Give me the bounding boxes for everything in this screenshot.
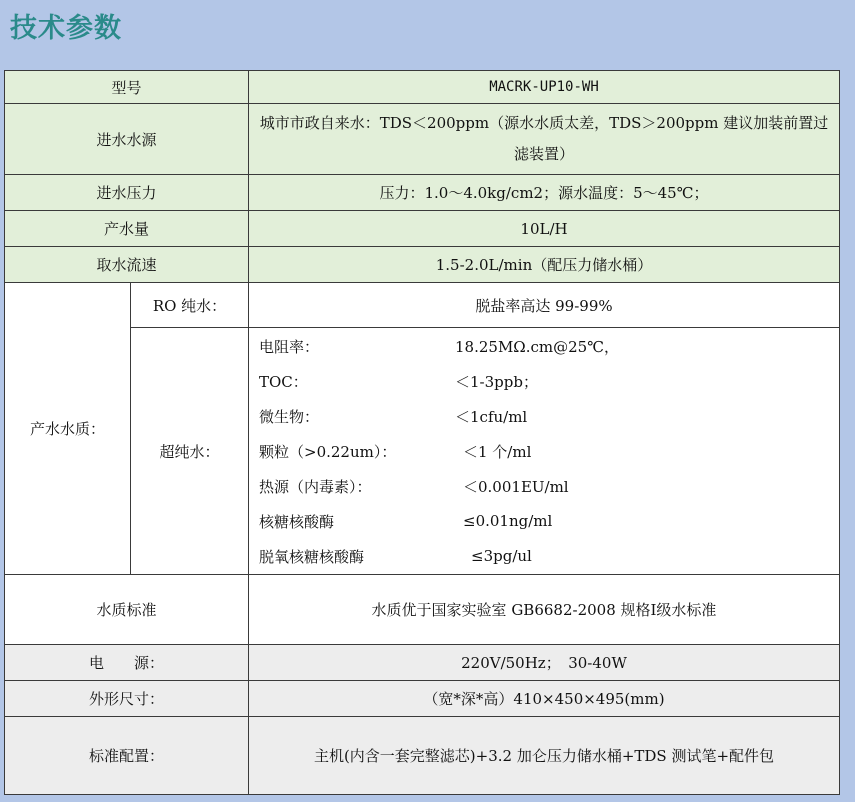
ultra-label: 超纯水： xyxy=(131,328,249,575)
row-power xyxy=(5,645,840,681)
item-value: ≤0.01ng/ml xyxy=(463,512,553,530)
ro-value: 脱盐率高达 99-99% xyxy=(249,283,840,328)
ultra-item-rnase xyxy=(259,504,839,539)
pressure-value: 压力：1.0～4.0kg/cm2；源水温度：5～45℃； xyxy=(249,175,840,211)
size-value: （宽*深*高）410×450×495(mm) xyxy=(249,681,840,717)
ultra-item-resistivity xyxy=(259,329,839,364)
item-key: 电阻率： xyxy=(259,337,320,356)
row-ro xyxy=(5,283,840,328)
item-value: 18.25MΩ.cm@25℃， xyxy=(455,337,619,356)
ultra-item-particle xyxy=(259,434,839,469)
size-label: 外形尺寸： xyxy=(5,681,249,717)
ultra-item-microbe xyxy=(259,399,839,434)
row-ultra xyxy=(5,328,840,575)
config-label: 标准配置： xyxy=(5,717,249,795)
model-label: 型号 xyxy=(5,71,249,104)
power-value: 220V/50Hz； 30-40W xyxy=(249,645,840,681)
standard-label: 水质标准 xyxy=(5,575,249,645)
ro-label: RO 纯水： xyxy=(131,283,249,328)
speed-value: 1.5-2.0L/min（配压力储水桶） xyxy=(249,247,840,283)
row-size xyxy=(5,681,840,717)
item-value: ≤3pg/ul xyxy=(471,547,532,565)
page-title: 技术参数 xyxy=(10,13,122,44)
item-key: 微生物： xyxy=(259,407,320,426)
ultra-list xyxy=(249,328,840,575)
row-model xyxy=(5,71,840,104)
ultra-item-endotoxin xyxy=(259,469,839,504)
source-value: 城市市政自来水：TDS＜200ppm（源水水质太差，TDS＞200ppm 建议加装前置过滤装置） xyxy=(249,104,840,175)
power-label: 电 源： xyxy=(5,645,249,681)
model-value: MACRK-UP10-WH xyxy=(249,71,840,104)
flow-value: 10L/H xyxy=(249,211,840,247)
row-source xyxy=(5,104,840,175)
source-label: 进水水源 xyxy=(5,104,249,175)
quality-label: 产水水质： xyxy=(5,283,131,575)
row-config xyxy=(5,717,840,795)
item-value: ＜0.001EU/ml xyxy=(463,477,569,496)
pressure-label: 进水压力 xyxy=(5,175,249,211)
item-key: 热源（内毒素）： xyxy=(259,477,372,496)
standard-value: 水质优于国家实验室 GB6682-2008 规格Ⅰ级水标准 xyxy=(249,575,840,645)
row-flow xyxy=(5,211,840,247)
speed-label: 取水流速 xyxy=(5,247,249,283)
item-key: 核糖核酸酶 xyxy=(259,512,335,531)
item-key: TOC： xyxy=(259,372,308,391)
config-value: 主机(内含一套完整滤芯)+3.2 加仑压力储水桶+TDS 测试笔+配件包 xyxy=(249,717,840,795)
item-value: ＜1-3ppb； xyxy=(455,372,538,391)
item-value: ＜1 个/ml xyxy=(463,442,532,461)
item-value: ＜1cfu/ml xyxy=(455,407,528,426)
ultra-item-dnase xyxy=(259,539,839,574)
row-standard xyxy=(5,575,840,645)
row-speed xyxy=(5,247,840,283)
flow-label: 产水量 xyxy=(5,211,249,247)
spec-table xyxy=(4,70,840,795)
ultra-item-toc xyxy=(259,364,839,399)
item-key: 颗粒（>0.22um）： xyxy=(259,442,397,461)
item-key: 脱氧核糖核酸酶 xyxy=(259,547,365,566)
row-pressure xyxy=(5,175,840,211)
